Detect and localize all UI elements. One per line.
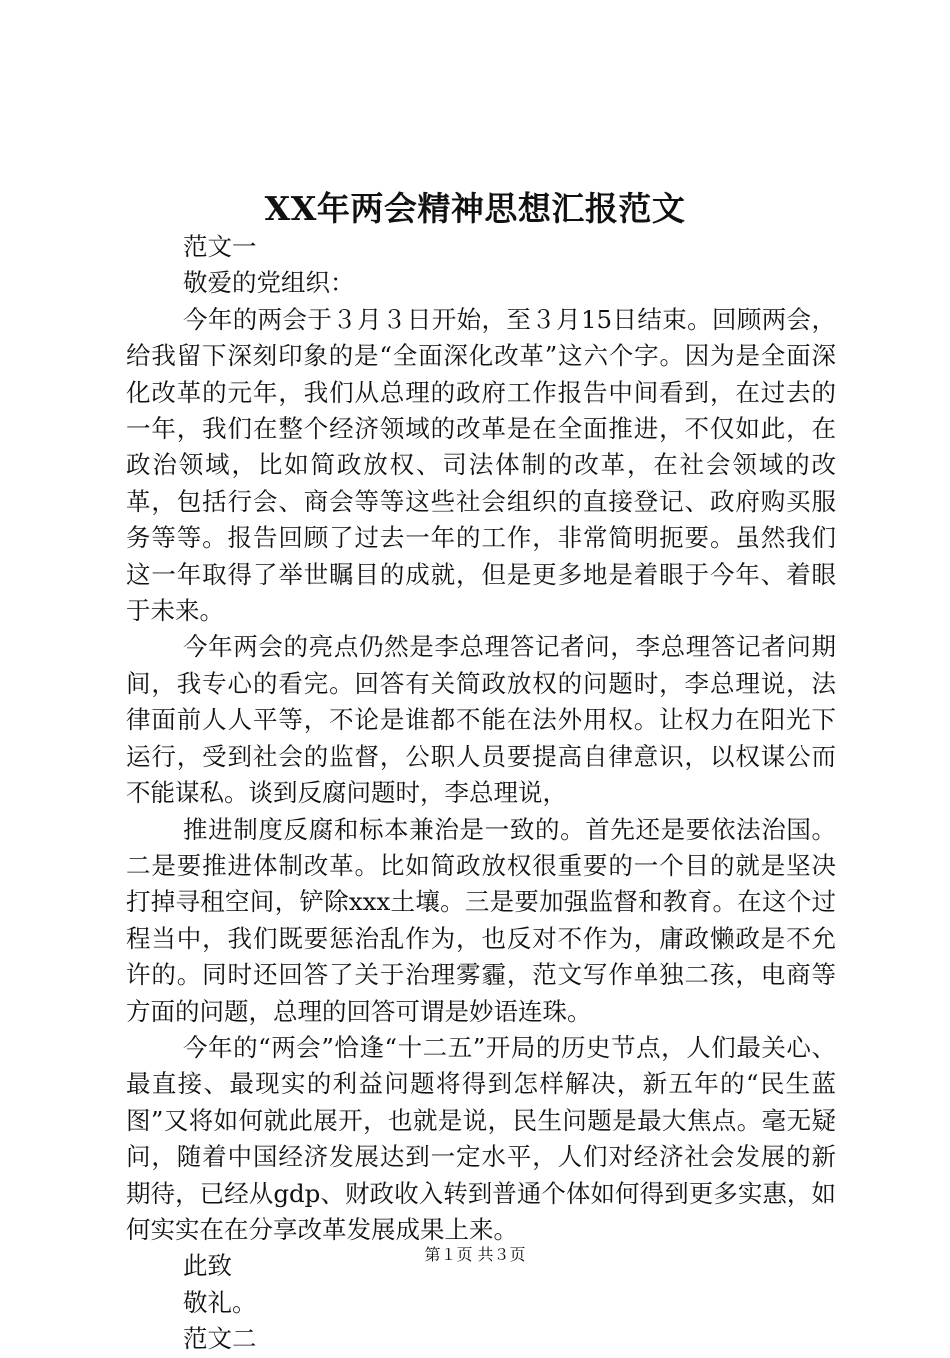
section-heading-2: 范文二 [183,1324,257,1354]
body-paragraph: 推进制度反腐和标本兼治是一致的。首先还是要依法治国。二是要推进体制改革。比如简政放权很重要的一个目的就是坚决打掉寻租空间，铲除xxx土壤。三是要加强监督和教育。在这个过程当中，我们既要惩治乱作为，也反对不作为，庸政懒政是不允许的。同时还回答了关于治理雾霾，范文写作单独二孩，电商等方面的问题，总理的回答可谓是妙语连珠。 [126,814,836,1026]
section-heading-1: 范文一 [183,232,257,261]
body-paragraph: 今年的“两会”恰逢“十二五”开局的历史节点，人们最关心、最直接、最现实的利益问题将得到怎样解决，新五年的“民生蓝图”又将如何就此展开，也就是说，民生问题是最大焦点。毫无疑问，随着中国经济发展达到一定水平，人们对经济社会发展的新期待，已经从gdp、财政收入转到普通个体如何得到更多实惠，如何实实在在分享改革发展成果上来。 [126,1032,836,1244]
body-paragraph: 今年的两会于３月３日开始，至３月15日结束。回顾两会，给我留下深刻印象的是“全面深化改革”这六个字。因为是全面深化改革的元年，我们从总理的政府工作报告中间看到，在过去的一年，我们在整个经济领域的改革是在全面推进，不仅如此，在政治领域，比如简政放权、司法体制的改革，在社会领域的改革，包括行会、商会等等这些社会组织的直接登记、政府购买服务等等。报告回顾了过去一年的工作，非常简明扼要。虽然我们这一年取得了举世瞩目的成就，但是更多地是着眼于今年、着眼于未来。 [126,304,836,626]
document-title: XX年两会精神思想汇报范文 [264,189,686,228]
document-body [126,229,836,1358]
page-number-footer: 第１页 共３页 [424,1245,526,1264]
closing-line: 此致 [183,1251,232,1281]
closing-regards: 敬礼。 [183,1287,257,1317]
salutation: 敬爱的党组织： [183,268,355,298]
body-paragraph: 今年两会的亮点仍然是李总理答记者问，李总理答记者问期间，我专心的看完。回答有关简政放权的问题时，李总理说，法律面前人人平等，不论是谁都不能在法外用权。让权力在阳光下运行，受到社会的监督，公职人员要提高自律意识，以权谋公而不能谋私。谈到反腐问题时，李总理说， [126,632,836,808]
